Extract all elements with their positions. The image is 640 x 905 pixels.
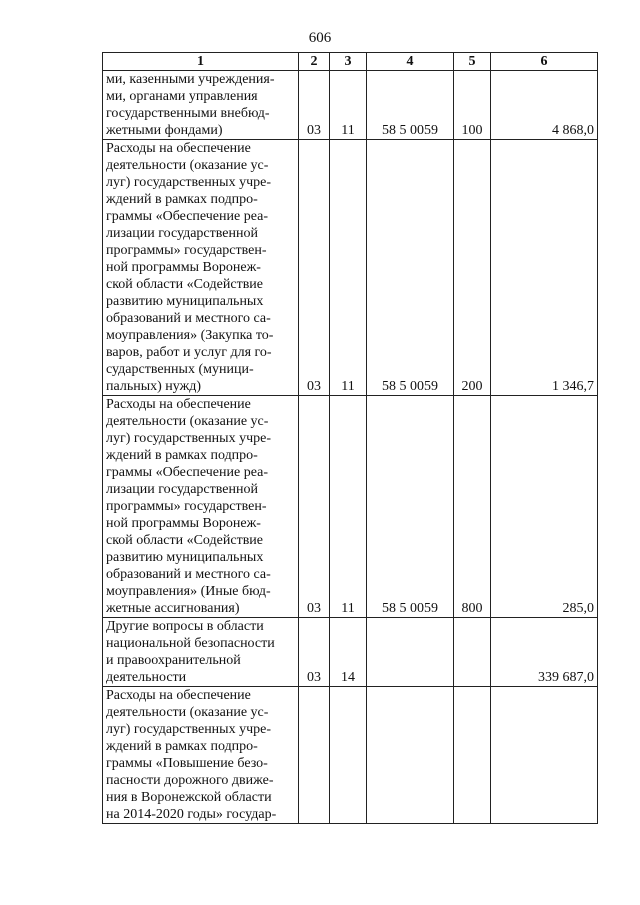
amount: 1 346,7 <box>491 140 598 396</box>
target-article-code: 58 5 0059 <box>367 396 454 618</box>
subsection-code: 14 <box>330 618 367 687</box>
section-code: 03 <box>299 71 330 140</box>
table-row <box>103 618 598 687</box>
subsection-code: 11 <box>330 71 367 140</box>
target-article-code <box>367 618 454 687</box>
column-header: 4 <box>367 53 454 71</box>
column-header: 1 <box>103 53 299 71</box>
subsection-code: 11 <box>330 396 367 618</box>
table-row <box>103 687 598 824</box>
expense-name: Расходы на обеспечение деятельности (оказание ус- луг) государственных учре- ждений в рамках подпро- граммы «Обеспечение реа- лизации государственной программы» государствен- ной программы Воронеж- ской области «Содействие развитию муниципальных образований и местного са- моуправления» (Иные бюд- жетные ассигнования) <box>103 396 299 618</box>
budget-table <box>102 52 598 824</box>
amount <box>491 687 598 824</box>
target-article-code <box>367 687 454 824</box>
amount: 339 687,0 <box>491 618 598 687</box>
section-code <box>299 687 330 824</box>
target-article-code: 58 5 0059 <box>367 71 454 140</box>
column-header: 6 <box>491 53 598 71</box>
section-code: 03 <box>299 618 330 687</box>
expense-type-code <box>454 618 491 687</box>
expense-name: Другие вопросы в области национальной безопасности и правоохранительной деятельности <box>103 618 299 687</box>
section-code: 03 <box>299 396 330 618</box>
expense-name: ми, казенными учреждения- ми, органами управления государственными внебюд- жетными фондами) <box>103 71 299 140</box>
table-row <box>103 71 598 140</box>
column-header: 5 <box>454 53 491 71</box>
expense-type-code: 100 <box>454 71 491 140</box>
section-code: 03 <box>299 140 330 396</box>
expense-type-code <box>454 687 491 824</box>
amount: 285,0 <box>491 396 598 618</box>
expense-type-code: 200 <box>454 140 491 396</box>
amount: 4 868,0 <box>491 71 598 140</box>
target-article-code: 58 5 0059 <box>367 140 454 396</box>
column-header: 2 <box>299 53 330 71</box>
subsection-code: 11 <box>330 140 367 396</box>
subsection-code <box>330 687 367 824</box>
table-row <box>103 396 598 618</box>
table-header-row <box>103 53 598 71</box>
table-row <box>103 140 598 396</box>
page-number: 606 <box>308 30 332 46</box>
column-header: 3 <box>330 53 367 71</box>
expense-type-code: 800 <box>454 396 491 618</box>
expense-name: Расходы на обеспечение деятельности (оказание ус- луг) государственных учре- ждений в рамках подпро- граммы «Обеспечение реа- лизации государственной программы» государствен- ной программы Воронеж- ской области «Содействие развитию муниципальных образований и местного са- моуправления» (Закупка то- варов, работ и услуг для го- сударственных (муници- пальных) нужд) <box>103 140 299 396</box>
expense-name: Расходы на обеспечение деятельности (оказание ус- луг) государственных учре- ждений в рамках подпро- граммы «Повышение безо- пасности дорожного движе- ния в Воронежской области на 2014-2020 годы» государ- <box>103 687 299 824</box>
